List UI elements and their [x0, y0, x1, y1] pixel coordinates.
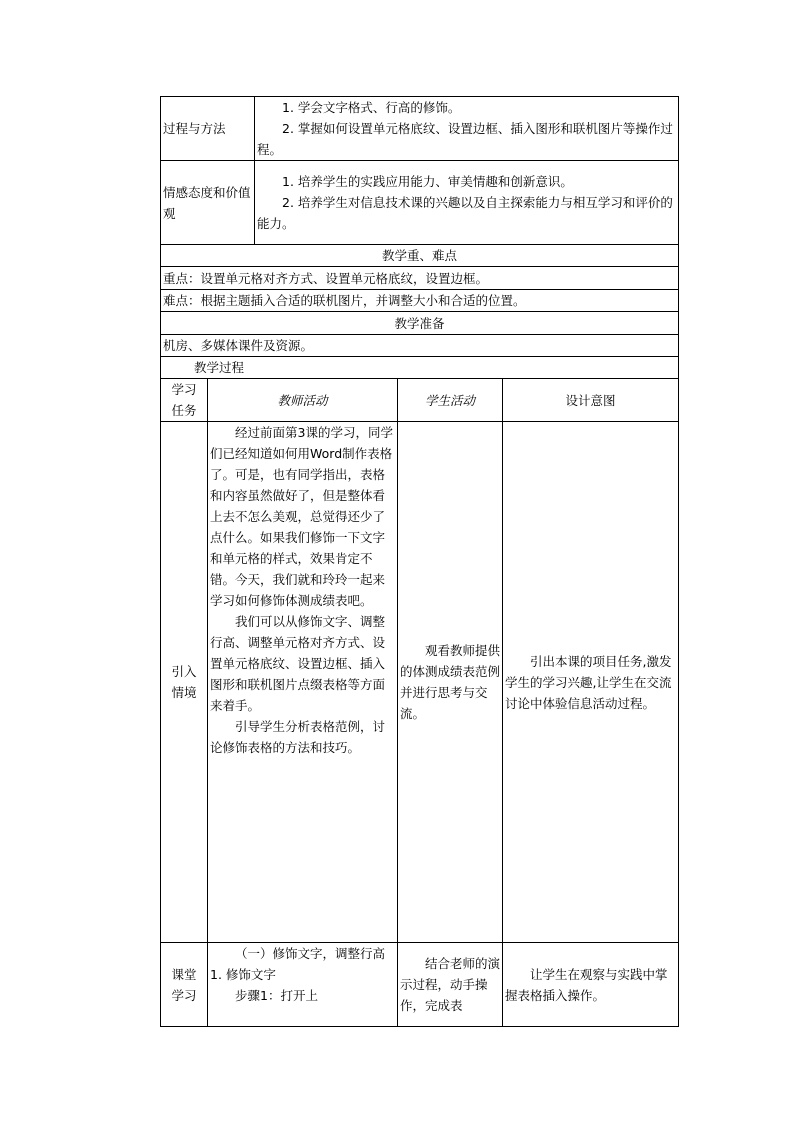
intent-paragraph: 让学生在观察与实践中掌握表格插入操作。 — [505, 966, 668, 1003]
objective-item: 1. 培养学生的实践应用能力、审美情趣和创新意识。 — [282, 174, 573, 189]
teacher-paragraph: 我们可以从修饰文字、调整行高、调整单元格对齐方式、设置单元格底纹、设置边框、插入图形和联机图片点缀表格等方面来着手。 — [210, 614, 386, 713]
objective-row — [161, 97, 679, 161]
objective-content — [255, 97, 679, 161]
teacher-paragraph: （一）修饰文字，调整行高 — [235, 946, 386, 961]
column-header-intent: 设计意图 — [503, 379, 679, 422]
teacher-paragraph: 引导学生分析表格范例，讨论修饰表格的方法和技巧。 — [210, 719, 386, 755]
process-teacher-activity — [208, 943, 398, 1027]
process-row — [161, 943, 679, 1027]
process-design-intent — [503, 422, 679, 943]
lesson-plan-table — [160, 96, 679, 1027]
teacher-paragraph: 经过前面第3课的学习，同学们已经知道如何用Word制作表格了。可是，也有同学指出，表格和内容虽然做好了，但是整体看上去不怎么美观，总觉得还少了点什么。如果我们修饰一下文字和单元格的样式，效果肯定不错。今天，我们就和玲玲一起来学习如何修饰体测成绩表吧。 — [210, 425, 393, 608]
process-task: 引入情境 — [161, 422, 208, 943]
student-paragraph: 结合老师的演示过程，动手操作，完成表 — [400, 956, 501, 1013]
column-header-student: 学生活动 — [398, 379, 503, 422]
process-task: 课堂学习 — [161, 943, 208, 1027]
objective-item: 2. 掌握如何设置单元格底纹、设置边框、插入图形和联机图片等操作过程。 — [257, 121, 673, 157]
process-student-activity — [398, 422, 503, 943]
process-teacher-activity — [208, 422, 398, 943]
objective-item: 1. 学会文字格式、行高的修饰。 — [282, 100, 461, 115]
column-header-task: 学习任务 — [161, 379, 208, 422]
process-row — [161, 422, 679, 943]
teacher-paragraph: 1. 修饰文字 — [210, 967, 276, 982]
column-header-teacher: 教师活动 — [208, 379, 398, 422]
process-student-activity — [398, 943, 503, 1027]
section-header-process: 教学过程 — [161, 357, 679, 379]
intent-paragraph: 引出本课的项目任务,激发学生的学习兴趣,让学生在交流讨论中体验信息活动过程。 — [505, 653, 672, 711]
student-paragraph: 观看教师提供的体测成绩表范例并进行思考与交流。 — [400, 643, 501, 721]
difficult-point: 难点：根据主题插入合适的联机图片，并调整大小和合适的位置。 — [161, 290, 679, 312]
objective-row — [161, 161, 679, 245]
objective-item: 2. 培养学生对信息技术课的兴趣以及自主探索能力与相互学习和评价的能力。 — [257, 195, 673, 231]
process-design-intent — [503, 943, 679, 1027]
key-point: 重点：设置单元格对齐方式、设置单元格底纹，设置边框。 — [161, 267, 679, 290]
objective-content — [255, 161, 679, 245]
objective-label: 情感态度和价值观 — [161, 161, 255, 245]
section-header-key-points: 教学重、难点 — [161, 245, 679, 267]
section-header-preparation: 教学准备 — [161, 312, 679, 335]
teacher-paragraph: 步骤1：打开上 — [235, 988, 318, 1003]
preparation-content: 机房、多媒体课件及资源。 — [161, 335, 679, 357]
process-column-headers — [161, 379, 679, 422]
objective-label: 过程与方法 — [161, 97, 255, 161]
